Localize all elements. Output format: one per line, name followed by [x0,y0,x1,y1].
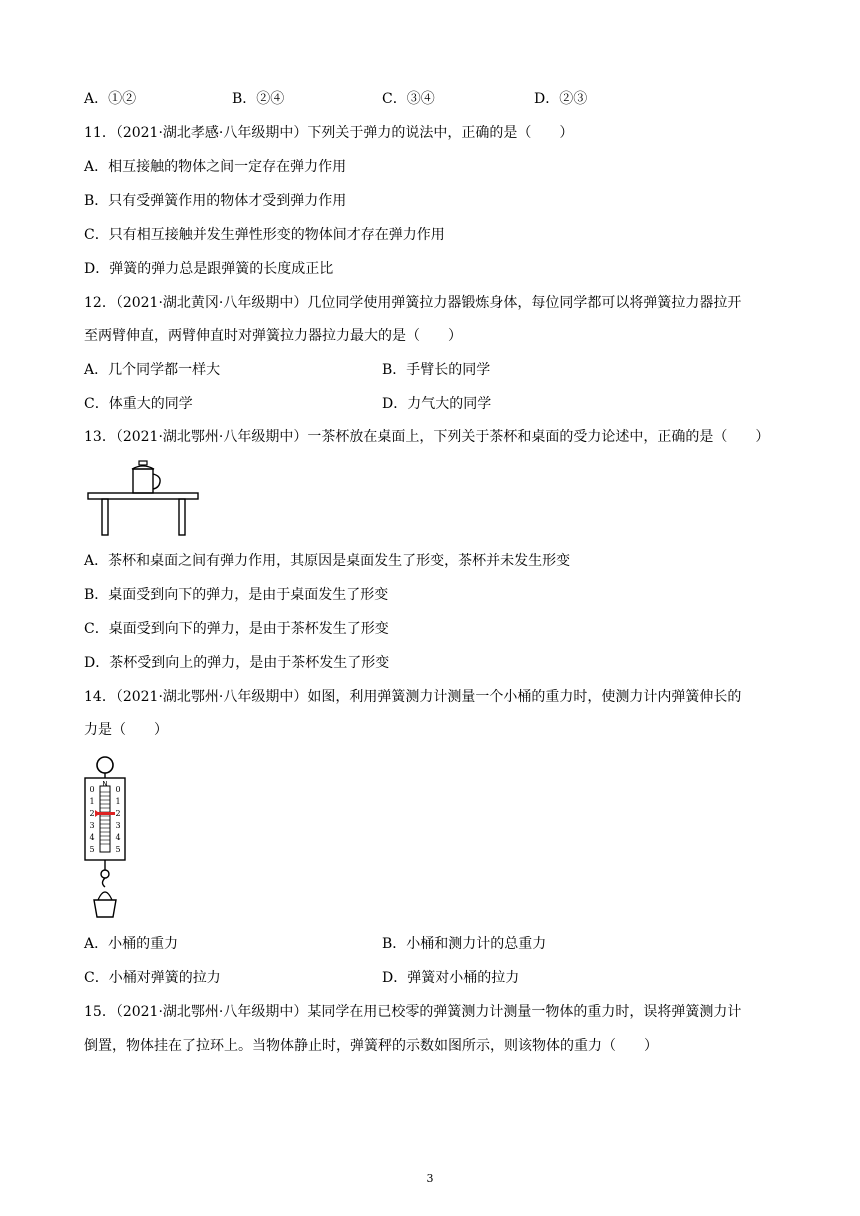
q11-stem: 11．（2021·湖北孝感·八年级期中）下列关于弹力的说法中，正确的是（ ） [84,125,574,141]
q13-option-b: B．桌面受到向下的弹力，是由于桌面发生了形变 [84,587,389,603]
q13-option-c: C．桌面受到向下的弹力，是由于茶杯发生了形变 [84,621,389,637]
scale-label-right-2: 2 [115,809,121,818]
cup-on-table-figure [86,458,204,538]
q12-stem-line1: 12．（2021·湖北黄冈·八年级期中）几位同学使用弹簧拉力器锻炼身体，每位同学都可以将弹簧拉力器拉开 [84,295,742,311]
q14-option-d: D．弹簧对小桶的拉力 [382,970,520,986]
scale-label-left-2: 2 [89,809,95,818]
scale-ticks [100,792,110,844]
q10-option-d: D．②③ [534,91,588,107]
scale-label-right-0: 0 [115,785,121,794]
q11-option-c: C．只有相互接触并发生弹性形变的物体间才存在弹力作用 [84,227,445,243]
q14-option-c: C．小桶对弹簧的拉力 [84,970,221,986]
q13-option-d: D．茶杯受到向上的弹力，是由于茶杯发生了形变 [84,655,390,671]
scale-label-right-1: 1 [115,797,121,806]
q13-stem: 13．（2021·湖北鄂州·八年级期中）一茶杯放在桌面上，下列关于茶杯和桌面的受力论述中，正确的是（ ） [84,429,770,445]
q12-option-c: C．体重大的同学 [84,396,193,412]
spring-scale-figure [82,752,128,920]
q14-option-b: B．小桶和测力计的总重力 [382,936,547,952]
q11-option-a: A．相互接触的物体之间一定存在弹力作用 [84,159,347,175]
scale-label-right-5: 5 [115,845,121,854]
q14-option-a: A．小桶的重力 [84,936,179,952]
scale-label-left-0: 0 [89,785,95,794]
scale-label-right-3: 3 [115,821,121,830]
q10-option-c: C．③④ [382,91,435,107]
q14-stem-line2: 力是（ ） [84,722,168,738]
q13-option-a: A．茶杯和桌面之间有弹力作用，其原因是桌面发生了形变，茶杯并未发生形变 [84,553,571,569]
q12-option-d: D．力气大的同学 [382,396,492,412]
scale-label-left-1: 1 [89,797,95,806]
page-number: 3 [426,1172,434,1185]
q12-stem-line2: 至两臂伸直，两臂伸直时对弹簧拉力器拉力最大的是（ ） [84,328,462,344]
scale-label-right-4: 4 [115,833,121,842]
q14-stem-line1: 14．（2021·湖北鄂州·八年级期中）如图，利用弹簧测力计测量一个小桶的重力时，使测力计内弹簧伸长的 [84,689,742,705]
q12-option-a: A．几个同学都一样大 [84,362,221,378]
scale-label-left-3: 3 [89,821,95,830]
q15-stem-line2: 倒置，物体挂在了拉环上。当物体静止时，弹簧秤的示数如图所示，则该物体的重力（ ） [84,1038,658,1054]
scale-label-left-4: 4 [89,833,95,842]
q10-option-a: A．①② [84,91,137,107]
scale-unit-label: N [102,780,108,788]
q10-option-b: B．②④ [232,91,285,107]
q12-option-b: B．手臂长的同学 [382,362,491,378]
q15-stem-line1: 15．（2021·湖北鄂州·八年级期中）某同学在用已校零的弹簧测力计测量一物体的重力时，误将弹簧测力计 [84,1004,742,1020]
q11-option-b: B．只有受弹簧作用的物体才受到弹力作用 [84,193,347,209]
q11-option-d: D．弹簧的弹力总是跟弹簧的长度成正比 [84,261,334,277]
scale-label-left-5: 5 [89,845,95,854]
